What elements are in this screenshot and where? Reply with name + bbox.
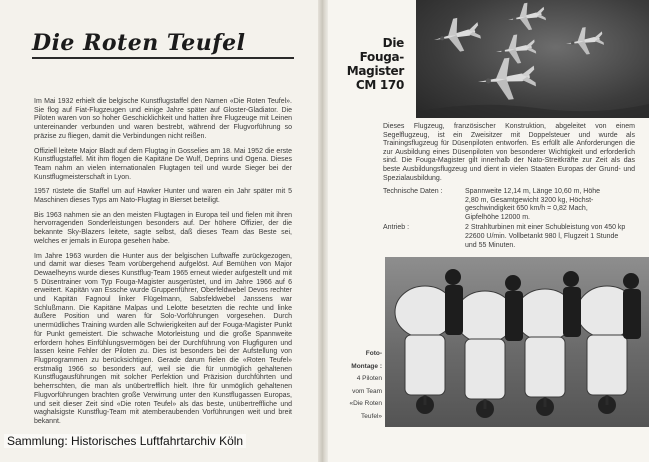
spec-line: 2,80 m, Gesamtgewicht 3200 kg, Höchst- [465,196,594,204]
paragraph: Bis 1963 nahmen sie an den meisten Flugtagen in Europa teil und fielen mit ihren hervorragenden Sonderleistungen besonders auf. Der höhere Offizier, der die bekannte Sky-Blazers leitete, sagte selbst, daß dieses Team das Beste sei, welches er jemals in Europa gesehen habe. [34,211,292,245]
spec-line: 22600 U/min. Vollbetankt 980 l, Flugzeit 1 Stunde [465,232,619,240]
spec-line: Spannweite 12,14 m, Länge 10,60 m, Höhe [465,188,601,195]
formation-flight-photo [416,0,649,118]
paragraph: 1957 rüstete die Staffel um auf Hawker Hunter und waren ein Jahr später mit 5 Maschinen dieses Typs am Nato-Flugtag in Bierset beteiligt. [34,188,292,205]
title-line: Magister [346,64,404,78]
spec-key: Technische Daten : [383,188,443,195]
spec-value [465,188,638,222]
left-page-title: Die Roten Teufel [32,30,246,56]
paragraph: Im Jahre 1963 wurden die Hunter aus der belgischen Luftwaffe zurückgezogen, und damit war dieses Team vorübergehend aufgelöst. Auf Bemühen von Major Dewaelheyns wurde dieses Kunstflug-Team 1965 erneut wieder aufgestellt und mit 5 Düsentrainer vom Typ Fouga-Magister ausgerüstet, und im Jahre 1966 auf 6 erweitert. Kapitän van Essche wurde Gruppenführer, Oberfeldwebel Devos rechter und Kapitän Fagnoul linker Flügelmann, Sabsfeldwebel Janssens war Schlußmann. Die Kapitäne Malpas und Lelotte besetzten die rechte und linke äußere Position und waren für Solo-Vorführungen vorgesehen. Durch unermüdliches Training wurden alle Schwierigkeiten auf der Fouga-Magister Punkt für Punkt gemeistert. Die schwache Motorleistung und die große Spannweite erfordern hohes Einfühlungsvermögen bei der Durchführung von Flugfiguren und lassen keine Fehler der Piloten zu. Dies ist besonders bei der Aufstellung von Flugprogrammen zu berücksichtigen. Gerade darum fielen die «Roten Teufel» erstmalig 1966 so besonders auf, weil sie die für unmöglich gehaltenen Kunstflugausführungen mit solcher Perfektion und Präzision durchführten und beherrschten, die man als unübertrefflich hielt. Ihre für unmöglich gehaltenen Flugvorführungen brachten große Verwirrung unter den Kunstflugassen Europas, und seit dieser Zeit sind «Die roten Teufel» als das beste, unübertreffliche und waghalsigste Kunstflug-Team mit atemberaubenden Vorführungen weit und breit bekannt. [34,252,292,425]
intro-text: Dieses Flugzeug, französischer Konstruktion, abgeleitet von einem Segelflugzeug, ist ein Zweisitzer mit Doppelsteuer und wurde als Trainingsflugzeug für Düsenpiloten entworfen. Es erfüllt alle Anforderungen die zur Ausbildung eines Düsenpiloten von besonderer Wichtigkeit und erforderlich sind. Die Fouga-Magister gilt innerhalb der Nato-Streitkräfte zur Zeit als das beste Ausbildungsflugzeug und dient in vielen Staaten Europas der Grund- und Spezialausbildung. [383,123,635,182]
caption-line: Teufel» [361,412,382,420]
page-gutter [318,0,328,462]
caption-line: 4 Piloten [356,375,382,382]
spec-key: Antrieb : [383,224,410,232]
spec-line: und 55 Minuten. [465,241,516,249]
spec-row-engine [383,224,638,250]
title-rule [32,57,294,59]
pilots-photo-montage [385,257,649,427]
caption-line: «Die Roten [349,400,382,407]
caption-line: Foto- [365,350,382,357]
archive-watermark: Sammlung: Historisches Luftfahrtarchiv Köln [4,434,246,448]
pilots-illustration [385,257,649,427]
spec-line: 2 Strahlturbinen mit einer Schubleistung von 450 kp [465,224,626,232]
title-line: Die [382,36,404,50]
paragraph: Offiziell leitete Major Bladt auf dem Flugtag in Gosselies am 18. Mai 1952 die erste Kunstflugstaffel. Mit ihm flogen die Kapitäne De Wulf, Deprins und Ogena. Dieses Team nahm an vielen internationalen Flugtagen teil und wurde Sieger bei der Kunstflugmeisterschaft in Lyon. [34,147,292,181]
spec-row-technical [383,188,638,222]
jet-formation-illustration [416,0,649,118]
caption-line: vom Team [352,387,382,395]
right-page-title [334,36,404,92]
paragraph: Im Mai 1932 erhielt die belgische Kunstflugstaffel den Namen «Die Roten Teufel». Sie flog auf Fiat-Flugzeugen und einige Jahre später auf Gloster-Gladiator. Die Piloten waren von so hoher Geschicklichkeit und hatten ihre Flugzeuge mit Leinen untereinander verbunden und waren bestrebt, während der Flugvorführung so präzise zu fliegen, damit die Verbindungen nicht reißen. [34,98,292,140]
title-line: Fouga- [359,50,404,64]
spec-line: Gipfelhöhe 12000 m. [465,213,530,221]
technical-specs [383,188,638,252]
aircraft-description [383,123,635,183]
photo-caption [336,348,382,423]
left-body-text [34,98,292,433]
spec-line: geschwindigkeit 650 km/h = 0,82 Mach, [465,205,588,213]
caption-line: Montage : [351,362,382,370]
title-line: CM 170 [355,78,404,92]
spec-value [465,224,638,250]
